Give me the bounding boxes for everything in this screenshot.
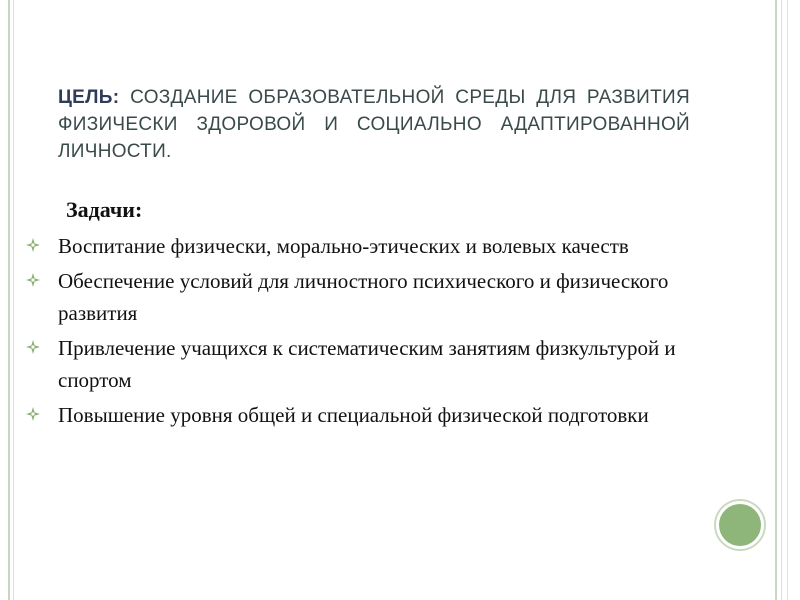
title-label: ЦЕЛЬ:	[58, 87, 120, 108]
frame-line-left-inner	[13, 0, 14, 600]
task-item	[26, 332, 706, 396]
task-text: Воспитание физически, морально-этических и волевых качеств	[58, 234, 629, 258]
frame-line-right-inner	[781, 0, 782, 600]
tasks-heading: Задачи:	[66, 197, 143, 222]
task-item	[26, 230, 706, 262]
decorative-circle	[716, 501, 764, 549]
frame-line-left	[8, 0, 10, 600]
task-list	[26, 230, 706, 434]
diamond-bullet-icon	[26, 273, 40, 287]
title-text: СОЗДАНИЕ ОБРАЗОВАТЕЛЬНОЙ СРЕДЫ ДЛЯ РАЗВИТИЯ ФИЗИЧЕСКИ ЗДОРОВОЙ И СОЦИАЛЬНО АДАПТИРОВАННОЙ ЛИЧНОСТИ.	[58, 87, 690, 162]
diamond-bullet-icon	[26, 407, 40, 421]
frame-line-right-outer	[787, 0, 788, 600]
task-text: Привлечение учащихся к систематическим занятиям физкультурой и спортом	[58, 336, 676, 392]
task-text: Обеспечение условий для личностного психического и физического развития	[58, 269, 669, 325]
diamond-bullet-icon	[26, 238, 40, 252]
diamond-bullet-icon	[26, 340, 40, 354]
task-item	[26, 399, 706, 431]
task-text: Повышение уровня общей и специальной физической подготовки	[58, 403, 649, 427]
frame-line-right	[775, 0, 777, 600]
task-item	[26, 265, 706, 329]
slide-title	[58, 84, 690, 165]
